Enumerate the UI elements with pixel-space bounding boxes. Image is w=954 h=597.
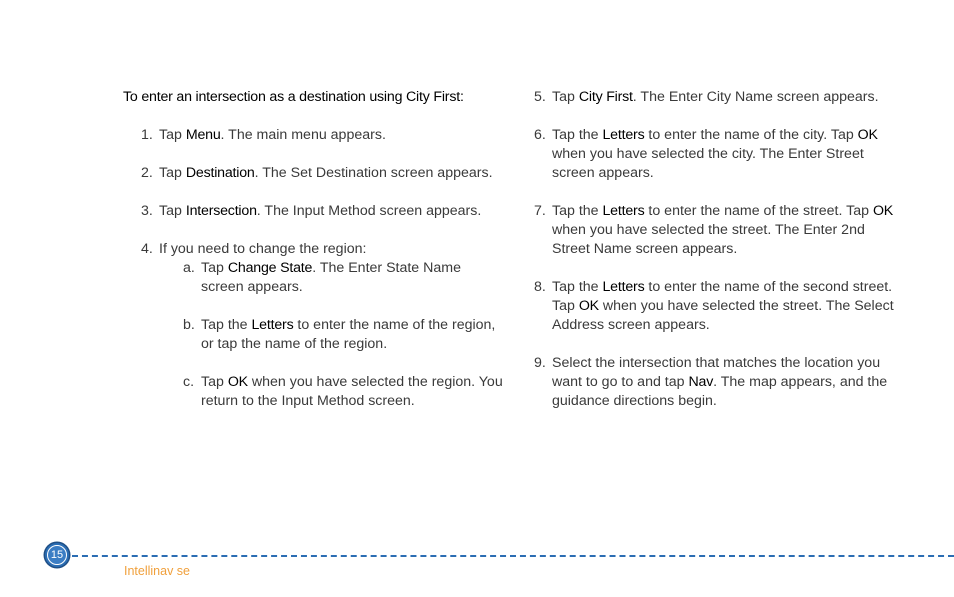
step-6 bbox=[534, 126, 894, 183]
ui-term: Menu bbox=[185, 127, 221, 143]
step-7 bbox=[534, 202, 894, 259]
step-text: Tap bbox=[159, 165, 186, 181]
ui-term: OK bbox=[578, 298, 599, 314]
step-text: . The Enter State Name screen appears. bbox=[201, 260, 461, 295]
step-8 bbox=[534, 278, 894, 335]
sub-step-c bbox=[123, 373, 503, 411]
step-5 bbox=[534, 88, 894, 107]
step-1 bbox=[123, 126, 503, 145]
sub-step-letter: b. bbox=[183, 317, 195, 333]
sub-step-a bbox=[123, 259, 503, 297]
ui-term: Letters bbox=[602, 127, 645, 143]
step-9 bbox=[534, 354, 894, 411]
step-number: 3. bbox=[141, 203, 153, 219]
step-text: Tap the bbox=[552, 279, 603, 295]
ui-term: OK bbox=[857, 127, 878, 143]
brand-name: Intellinav se bbox=[124, 564, 191, 578]
ui-term: City First bbox=[578, 89, 633, 105]
step-text: Tap bbox=[201, 260, 228, 276]
step-text: . The Set Destination screen appears. bbox=[254, 165, 493, 181]
step-text: to enter the name of the street. Tap bbox=[644, 203, 873, 219]
step-text: Tap the bbox=[552, 127, 603, 143]
step-text: to enter the name of the region, or tap the name of the region. bbox=[201, 317, 496, 352]
step-text: when you have selected the region. You return to the Input Method screen. bbox=[201, 374, 503, 409]
page-number: 15 bbox=[47, 545, 67, 565]
step-text: when you have selected the city. The Enter Street screen appears. bbox=[552, 146, 864, 181]
step-text: to enter the name of the city. Tap bbox=[644, 127, 858, 143]
page-number-badge bbox=[45, 543, 69, 567]
step-text: Tap the bbox=[552, 203, 603, 219]
ui-term: Letters bbox=[602, 279, 645, 295]
section-heading: To enter an intersection as a destination using City First: bbox=[123, 89, 464, 105]
step-number: 7. bbox=[534, 203, 546, 219]
step-3 bbox=[123, 202, 503, 221]
step-number: 5. bbox=[534, 89, 546, 105]
step-text: Tap bbox=[201, 374, 228, 390]
step-text: . The Enter City Name screen appears. bbox=[632, 89, 879, 105]
step-text: when you have selected the street. The Enter 2nd Street Name screen appears. bbox=[552, 222, 865, 257]
step-text: . The main menu appears. bbox=[220, 127, 386, 143]
step-text: Select the intersection that matches the location you want to go to and tap bbox=[552, 355, 881, 390]
left-column bbox=[123, 88, 503, 411]
ui-term: Change State bbox=[227, 260, 313, 276]
step-text: Tap the bbox=[201, 317, 252, 333]
footer-dashed-divider bbox=[72, 555, 954, 557]
ui-term: Letters bbox=[602, 203, 645, 219]
step-text: Tap bbox=[552, 89, 579, 105]
step-4 bbox=[123, 240, 503, 259]
ui-term: Destination bbox=[185, 165, 255, 181]
ui-term: Nav bbox=[688, 374, 714, 390]
ui-term: OK bbox=[872, 203, 894, 219]
right-column bbox=[534, 88, 894, 411]
sub-step-b bbox=[123, 316, 503, 354]
step-number: 6. bbox=[534, 127, 546, 143]
step-number: 1. bbox=[141, 127, 153, 143]
step-number: 2. bbox=[141, 165, 153, 181]
ui-term: Intersection bbox=[185, 203, 257, 219]
step-text: Tap bbox=[159, 203, 186, 219]
step-text: . The Input Method screen appears. bbox=[256, 203, 482, 219]
step-number: 8. bbox=[534, 279, 546, 295]
sub-step-letter: a. bbox=[183, 260, 195, 276]
step-text: to enter the name of the second street. Tap bbox=[552, 279, 893, 314]
step-number: 9. bbox=[534, 355, 546, 371]
sub-step-letter: c. bbox=[183, 374, 195, 390]
step-text: when you have selected the street. The Select Address screen appears. bbox=[552, 298, 894, 333]
step-number: 4. bbox=[141, 241, 153, 257]
ui-term: OK bbox=[227, 374, 248, 390]
step-2 bbox=[123, 164, 503, 183]
step-text: Tap bbox=[159, 127, 186, 143]
step-text: If you need to change the region: bbox=[159, 241, 367, 257]
step-text: . The map appears, and the guidance directions begin. bbox=[552, 374, 888, 409]
ui-term: Letters bbox=[251, 317, 294, 333]
